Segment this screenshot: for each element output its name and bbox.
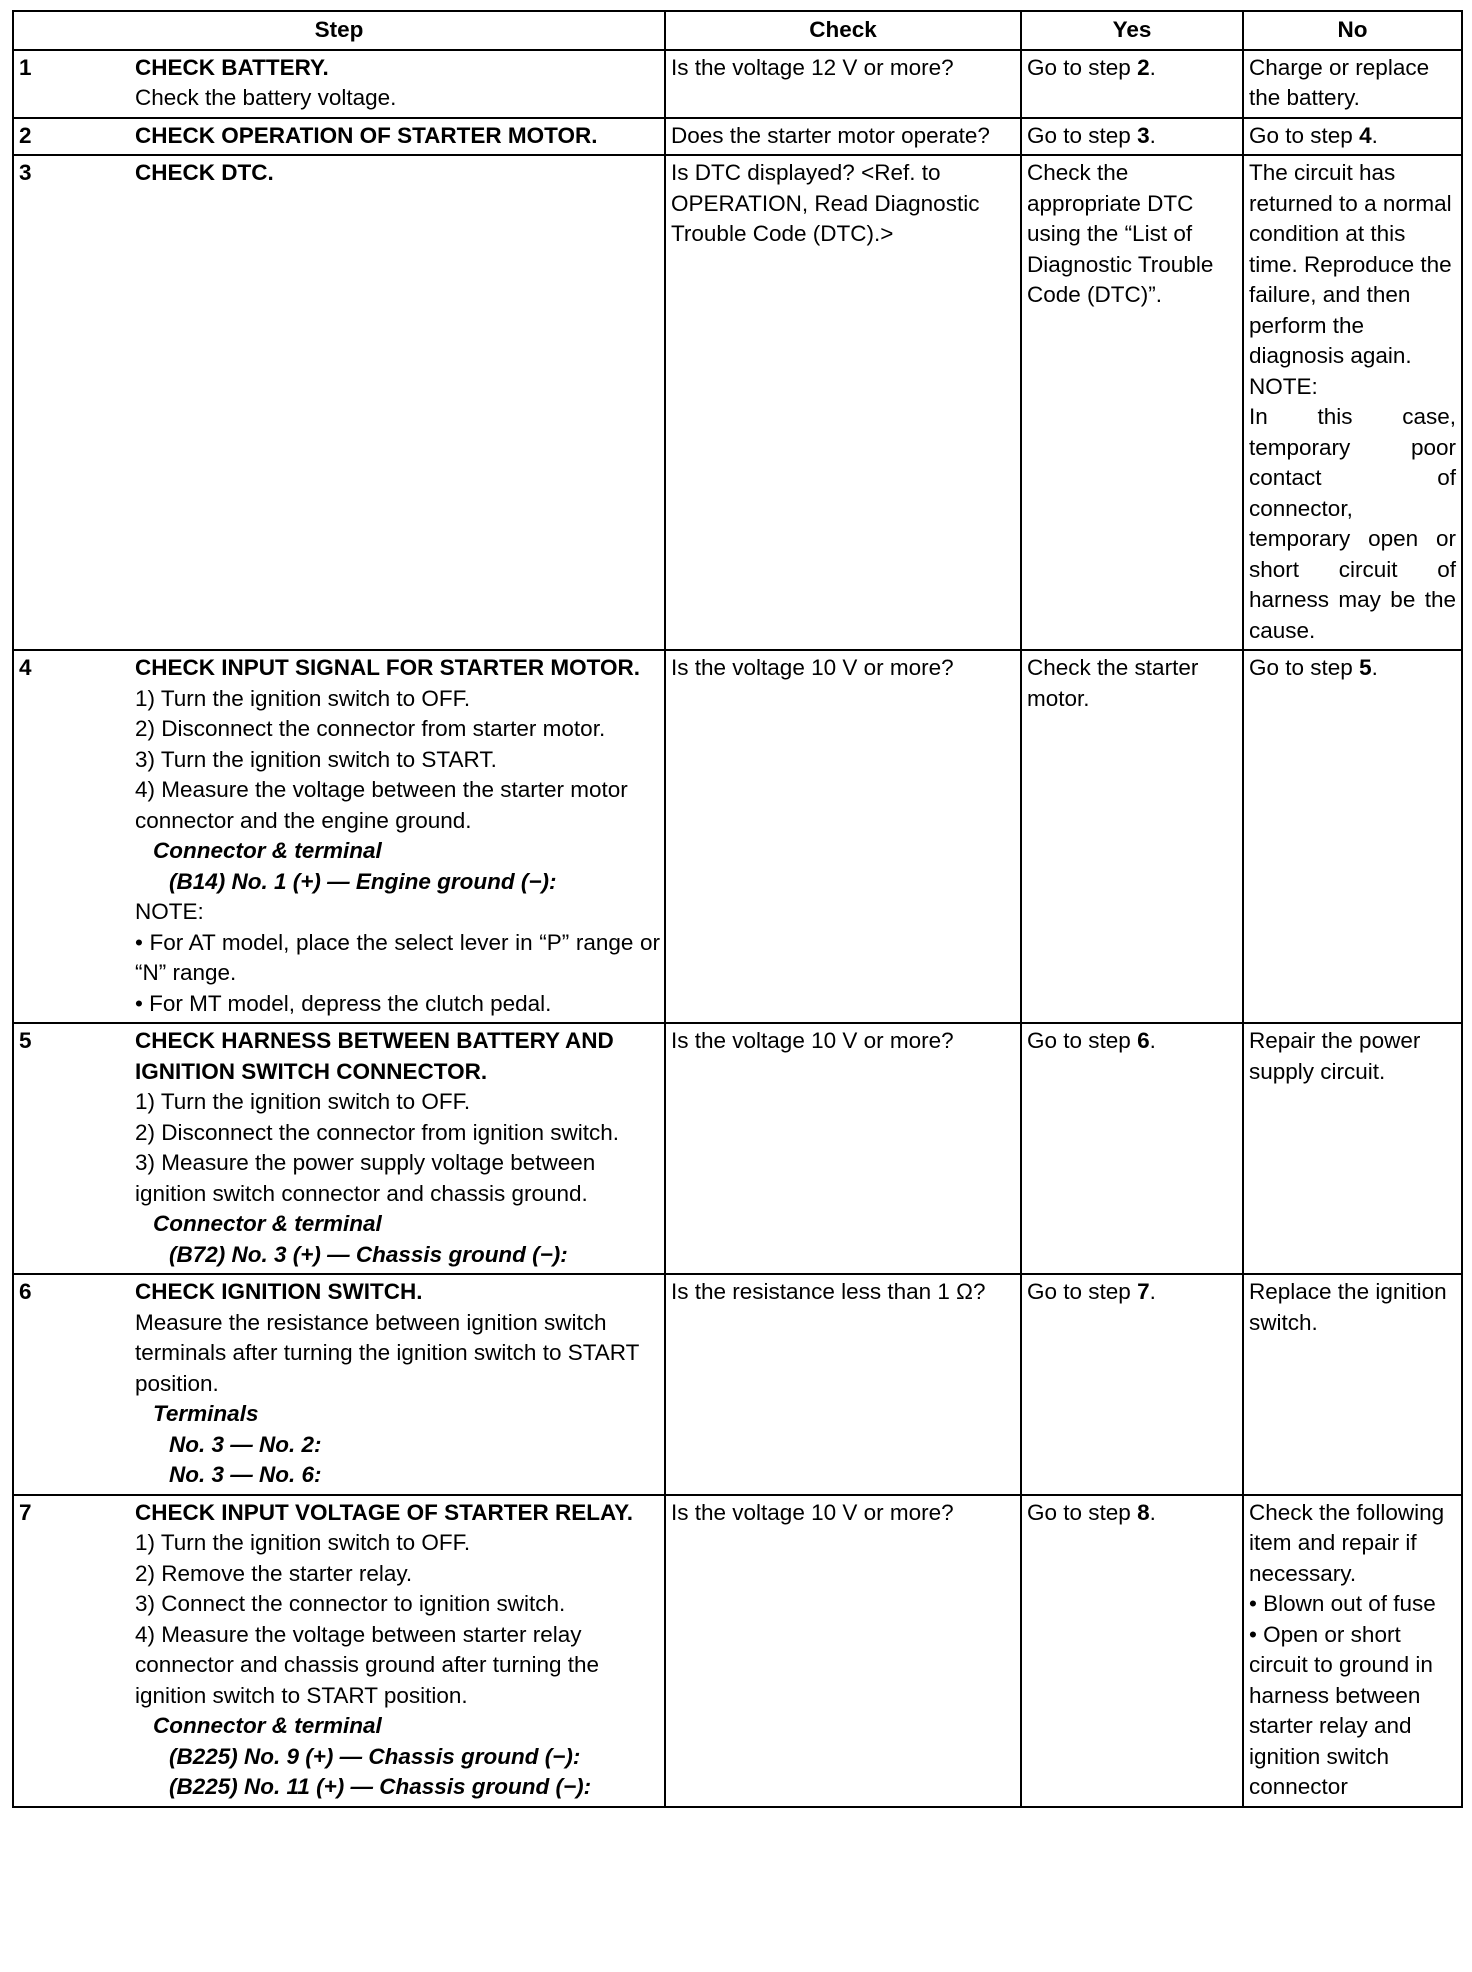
table-row [13,50,1462,118]
table-row [13,1274,1462,1495]
no-step-number: 5 [1359,655,1372,680]
yes-step-number: 6 [1137,1028,1150,1053]
table-row [13,1023,1462,1274]
spec-value: No. 3 — No. 6: [169,1462,322,1487]
check-cell: Does the starter motor operate? [665,118,1021,156]
note-item: • For AT model, place the select lever in “P” range or “N” range. [135,929,660,985]
step-instruction: Check the battery voltage. [135,85,397,110]
yes-text: Go to step [1027,54,1138,80]
yes-cell [1021,1495,1243,1807]
no-cell [1243,1495,1462,1807]
header-yes: Yes [1021,11,1243,50]
step-title: CHECK BATTERY. [135,54,329,80]
step-number: 7 [19,1499,32,1525]
no-cell: Replace the ignition switch. [1243,1274,1462,1495]
step-instruction: 2) Remove the starter relay. [135,1560,413,1586]
yes-text: Go to step [1027,1028,1138,1053]
step-title: CHECK HARNESS BETWEEN BATTERY AND IGNITION SWITCH CONNECTOR. [135,1028,614,1084]
no-text: Go to step [1249,122,1360,148]
spec-label: Connector & terminal [153,1713,382,1738]
header-check: Check [665,11,1021,50]
step-instruction: 1) Turn the ignition switch to OFF. [135,1089,471,1114]
step-number: 1 [19,54,32,80]
no-item: • Open or short circuit to ground in harness between starter relay and ignition switch connector [1249,1621,1433,1799]
no-cell: Repair the power supply circuit. [1243,1023,1462,1274]
step-number: 5 [19,1028,32,1053]
no-punct: . [1371,655,1378,680]
spec-label: Connector & terminal [153,838,382,863]
step-instruction: Measure the resistance between ignition switch terminals after turning the ignition switch to START position. [135,1309,639,1396]
yes-cell [1021,1023,1243,1274]
yes-punct: . [1149,122,1156,148]
diagnostic-table [12,10,1463,1808]
check-cell: Is the resistance less than 1 Ω? [665,1274,1021,1495]
step-instruction: 3) Measure the power supply voltage between ignition switch connector and chassis ground. [135,1150,596,1206]
step-instruction: 3) Connect the connector to ignition switch. [135,1591,566,1616]
spec-value: (B225) No. 11 (+) — Chassis ground (−): [169,1774,592,1799]
note-label: NOTE: [135,899,204,924]
step-cell [13,650,665,1023]
step-instruction: 4) Measure the voltage between starter relay connector and chassis ground after turning the ignition switch to START position. [135,1621,600,1708]
no-step-number: 4 [1359,122,1372,148]
table-row [13,155,1462,650]
table-row [13,650,1462,1023]
step-instruction: 4) Measure the voltage between the starter motor connector and the engine ground. [135,777,628,833]
yes-cell: Check the starter motor. [1021,650,1243,1023]
step-number: 2 [19,122,32,148]
table-row [13,1495,1462,1807]
header-row [13,11,1462,50]
no-cell: Charge or replace the battery. [1243,50,1462,118]
step-cell [13,118,665,156]
check-cell: Is the voltage 10 V or more? [665,1023,1021,1274]
step-instruction: 1) Turn the ignition switch to OFF. [135,1530,471,1555]
yes-punct: . [1149,1499,1156,1525]
no-cell [1243,650,1462,1023]
step-title: CHECK INPUT VOLTAGE OF STARTER RELAY. [135,1499,633,1525]
step-cell [13,1023,665,1274]
no-item: • Blown out of fuse [1249,1591,1436,1616]
yes-cell [1021,50,1243,118]
no-text: The circuit has returned to a normal condition at this time. Reproduce the failure, and then perform the diagnosis again. [1249,160,1452,368]
step-title: CHECK DTC. [135,160,274,185]
step-instruction: 2) Disconnect the connector from ignition switch. [135,1119,619,1145]
check-cell: Is the voltage 10 V or more? [665,1495,1021,1807]
spec-value: (B14) No. 1 (+) — Engine ground (−): [169,868,557,894]
spec-value: (B72) No. 3 (+) — Chassis ground (−): [169,1241,568,1267]
table-row [13,118,1462,156]
step-instruction: 2) Disconnect the connector from starter motor. [135,716,606,741]
yes-cell [1021,1274,1243,1495]
step-number: 6 [19,1279,32,1304]
spec-value: No. 3 — No. 2: [169,1431,322,1457]
spec-value: (B225) No. 9 (+) — Chassis ground (−): [169,1743,581,1769]
no-note-label: NOTE: [1249,373,1318,399]
step-instruction: 1) Turn the ignition switch to OFF. [135,685,471,711]
yes-step-number: 2 [1137,54,1150,80]
yes-text: Go to step [1027,122,1138,148]
step-cell [13,50,665,118]
step-cell [13,155,665,650]
step-number: 3 [19,160,32,185]
yes-text: Go to step [1027,1279,1138,1304]
no-punct: . [1371,122,1378,148]
step-cell [13,1274,665,1495]
yes-text: Go to step [1027,1499,1138,1525]
no-cell [1243,155,1462,650]
step-number: 4 [19,655,32,680]
step-instruction: 3) Turn the ignition switch to START. [135,746,497,772]
spec-label: Connector & terminal [153,1211,382,1236]
yes-punct: . [1149,1028,1156,1053]
check-cell: Is the voltage 10 V or more? [665,650,1021,1023]
header-step: Step [13,11,665,50]
yes-cell [1021,118,1243,156]
header-no: No [1243,11,1462,50]
no-note-text: In this case, temporary poor contact of connector, temporary open or short circuit of harness may be the cause. [1249,404,1456,643]
yes-punct: . [1149,1279,1156,1304]
yes-punct: . [1149,54,1156,80]
yes-step-number: 3 [1137,122,1150,148]
yes-cell: Check the appropriate DTC using the “List of Diagnostic Trouble Code (DTC)”. [1021,155,1243,650]
no-text: Go to step [1249,655,1360,680]
step-title: CHECK OPERATION OF STARTER MOTOR. [135,122,598,148]
spec-label: Terminals [153,1401,259,1426]
yes-step-number: 7 [1137,1279,1150,1304]
step-cell [13,1495,665,1807]
check-cell: Is DTC displayed? <Ref. to OPERATION, Read Diagnostic Trouble Code (DTC).> [665,155,1021,650]
note-item: • For MT model, depress the clutch pedal. [135,990,552,1016]
step-title: CHECK INPUT SIGNAL FOR STARTER MOTOR. [135,655,641,680]
step-title: CHECK IGNITION SWITCH. [135,1279,423,1304]
yes-step-number: 8 [1137,1499,1150,1525]
no-text: Check the following item and repair if necessary. [1249,1499,1445,1586]
check-cell: Is the voltage 12 V or more? [665,50,1021,118]
no-cell [1243,118,1462,156]
